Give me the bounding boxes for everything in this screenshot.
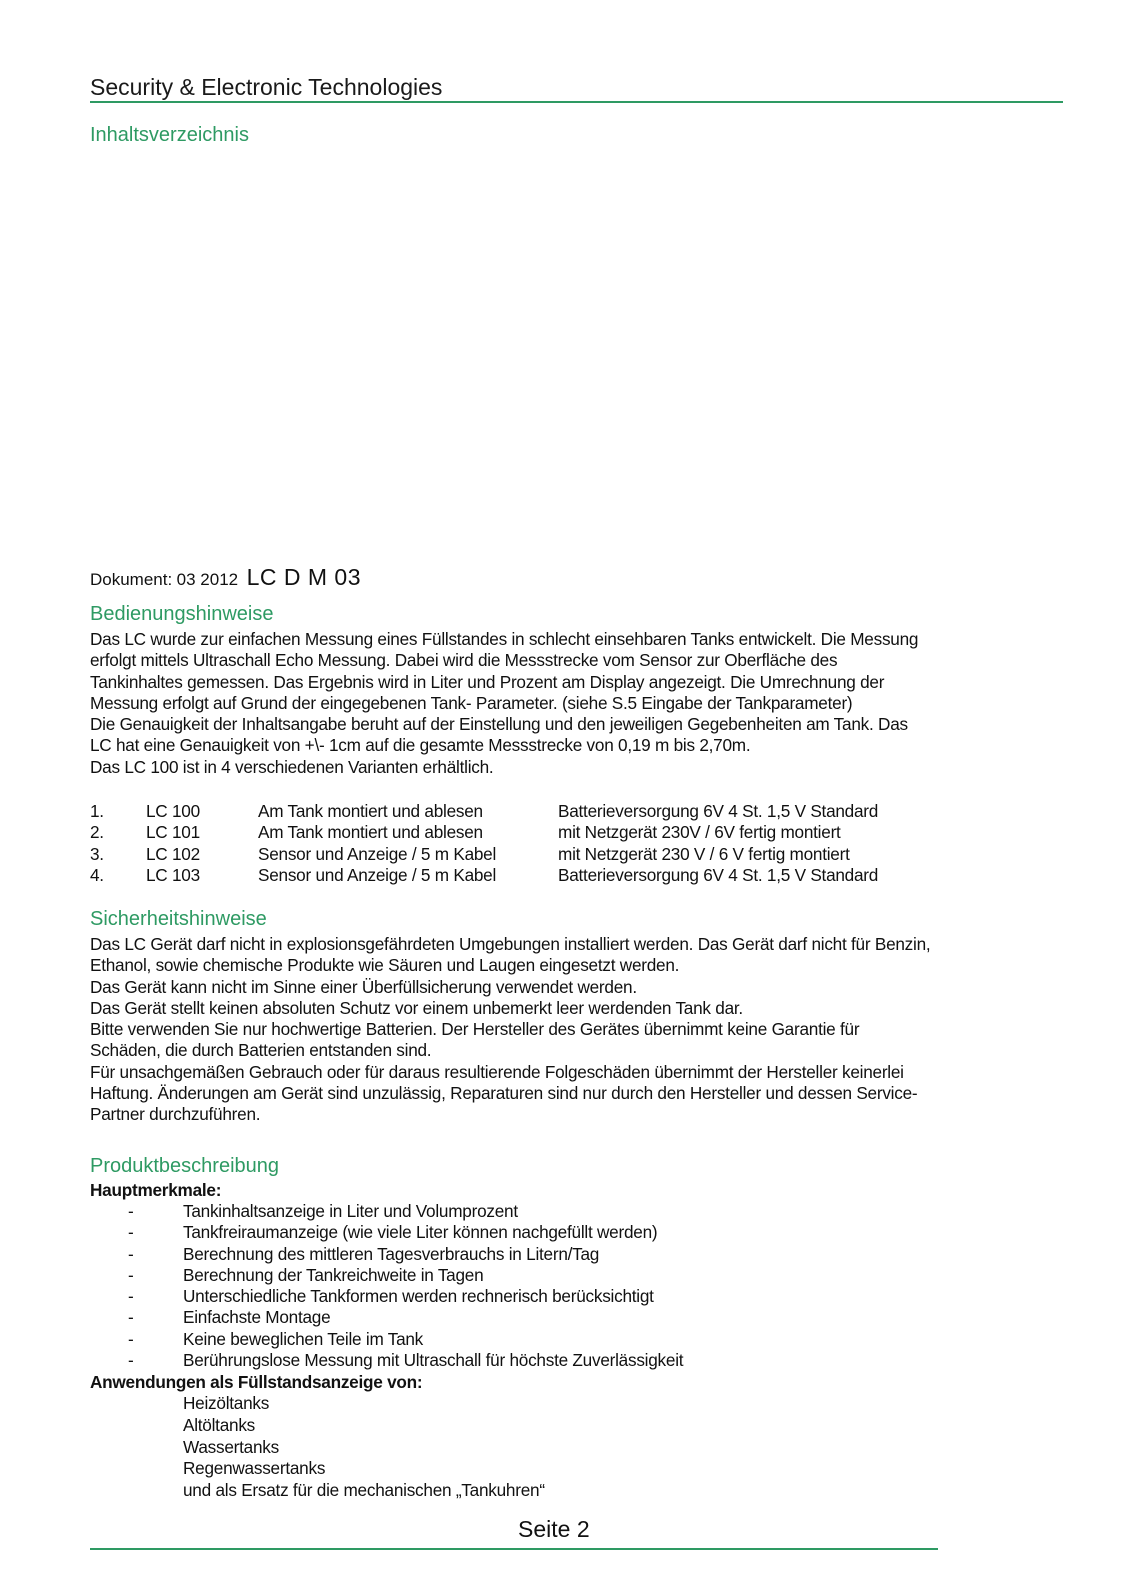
variant-description: Am Tank montiert und ablesen <box>258 801 483 821</box>
variant-supply: mit Netzgerät 230 V / 6 V fertig montiert <box>558 843 850 864</box>
bullet: - <box>128 1243 134 1264</box>
footer-divider <box>90 1548 938 1550</box>
variant-description: Sensor und Anzeige / 5 m Kabel <box>258 843 497 864</box>
variant-number: 2. <box>90 822 104 843</box>
text-line: Ethanol, sowie chemische Produkte wie Säuren und Laugen eingesetzt werden. <box>90 955 680 976</box>
text-line: Das LC wurde zur einfachen Messung eines Füllstandes in schlecht einsehbaren Tanks entwickelt. Die Messung <box>90 629 919 649</box>
bullet: - <box>128 1201 134 1221</box>
header-divider <box>90 101 1063 103</box>
applications-heading: Anwendungen als Füllstandsanzeige von: <box>90 1372 423 1392</box>
variant-number: 4. <box>90 864 104 885</box>
variant-supply: mit Netzgerät 230V / 6V fertig montiert <box>558 822 841 843</box>
text-line: Haftung. Änderungen am Gerät sind unzulässig, Reparaturen sind nur durch den Hersteller und dessen Service- <box>90 1083 918 1104</box>
feature-text: Keine beweglichen Teile im Tank <box>183 1328 424 1349</box>
list-item: Wassertanks <box>183 1436 279 1457</box>
bullet: - <box>128 1286 134 1307</box>
feature-text: Berechnung des mittleren Tagesverbrauchs in Litern/Tag <box>183 1243 600 1264</box>
safety-notes-heading: Sicherheitshinweise <box>90 908 267 930</box>
list-item: Altöltanks <box>183 1414 256 1435</box>
variant-model: LC 100 <box>146 801 200 821</box>
toc-heading: Inhaltsverzeichnis <box>90 124 249 146</box>
feature-text: Unterschiedliche Tankformen werden rechnerisch berücksichtigt <box>183 1286 654 1307</box>
feature-text: Berührungslose Messung mit Ultraschall für höchste Zuverlässigkeit <box>183 1350 684 1371</box>
text-line: erfolgt mittels Ultraschall Echo Messung. Dabei wird die Messstrecke vom Sensor zur Oberfläche des <box>90 650 838 671</box>
bullet: - <box>128 1328 134 1349</box>
text-line: Das Gerät kann nicht im Sinne einer Überfüllsicherung verwendet werden. <box>90 976 637 997</box>
text-line: Das Gerät stellt keinen absoluten Schutz vor einem unbemerkt leer werdenden Tank dar. <box>90 997 743 1018</box>
text-line: Die Genauigkeit der Inhaltsangabe beruht auf der Einstellung und den jeweiligen Gegebenheiten am Tank. Das <box>90 714 908 735</box>
document-id <box>90 564 361 591</box>
safety-notes-text <box>90 934 1050 1126</box>
variant-number: 1. <box>90 801 104 821</box>
feature-text: Einfachste Montage <box>183 1307 331 1328</box>
variant-description: Am Tank montiert und ablesen <box>258 822 483 843</box>
variant-model: LC 103 <box>146 864 200 885</box>
text-line: LC hat eine Genauigkeit von +\- 1cm auf die gesamte Messstrecke von 0,19 m bis 2,70m. <box>90 735 751 756</box>
text-line: Das LC 100 ist in 4 verschiedenen Varianten erhältlich. <box>90 756 494 777</box>
document-code: LC D M 03 <box>246 564 361 590</box>
list-item: Regenwassertanks <box>183 1458 326 1479</box>
document-label: Dokument: <box>90 570 173 589</box>
variant-model: LC 102 <box>146 843 200 864</box>
operating-notes-text <box>90 629 1050 778</box>
text-line: Partner durchzuführen. <box>90 1104 261 1125</box>
bullet: - <box>128 1264 134 1285</box>
feature-text: Tankfreiraumanzeige (wie viele Liter können nachgefüllt werden) <box>183 1222 658 1243</box>
company-name: Security & Electronic Technologies <box>90 74 443 100</box>
feature-text: Berechnung der Tankreichweite in Tagen <box>183 1264 484 1285</box>
feature-text: Tankinhaltsanzeige in Liter und Volumprozent <box>183 1201 518 1221</box>
applications-list <box>183 1393 545 1502</box>
product-description-heading: Produktbeschreibung <box>90 1155 280 1177</box>
list-item: Heizöltanks <box>183 1393 270 1413</box>
operating-notes-heading: Bedienungshinweise <box>90 603 274 625</box>
text-line: Das LC Gerät darf nicht in explosionsgefährdeten Umgebungen installiert werden. Das Gerät darf nicht für Benzin, <box>90 934 931 954</box>
variant-model: LC 101 <box>146 822 200 843</box>
variant-description: Sensor und Anzeige / 5 m Kabel <box>258 864 497 885</box>
text-line: Für unsachgemäßen Gebrauch oder für daraus resultierende Folgeschäden übernimmt der Hersteller keinerlei <box>90 1061 904 1082</box>
page-number: Seite 2 <box>518 1516 590 1542</box>
text-line: Tankinhaltes gemessen. Das Ergebnis wird in Liter und Prozent am Display angezeigt. Die Umrechnung der <box>90 671 885 692</box>
variant-number: 3. <box>90 843 104 864</box>
list-item: und als Ersatz für die mechanischen „Tankuhren“ <box>183 1480 545 1501</box>
bullet: - <box>128 1350 134 1371</box>
features-heading: Hauptmerkmale: <box>90 1180 222 1200</box>
variant-supply: Batterieversorgung 6V 4 St. 1,5 V Standard <box>558 864 879 885</box>
text-line: Messung erfolgt auf Grund der eingegebenen Tank- Parameter. (siehe S.5 Eingabe der Tankparameter) <box>90 692 853 713</box>
text-line: Bitte verwenden Sie nur hochwertige Batterien. Der Hersteller des Gerätes übernimmt keine Garantie für <box>90 1019 860 1040</box>
bullet: - <box>128 1222 134 1243</box>
bullet: - <box>128 1307 134 1328</box>
document-date: 03 2012 <box>176 570 239 589</box>
text-line: Schäden, die durch Batterien entstanden sind. <box>90 1040 432 1061</box>
variant-supply: Batterieversorgung 6V 4 St. 1,5 V Standard <box>558 801 879 821</box>
